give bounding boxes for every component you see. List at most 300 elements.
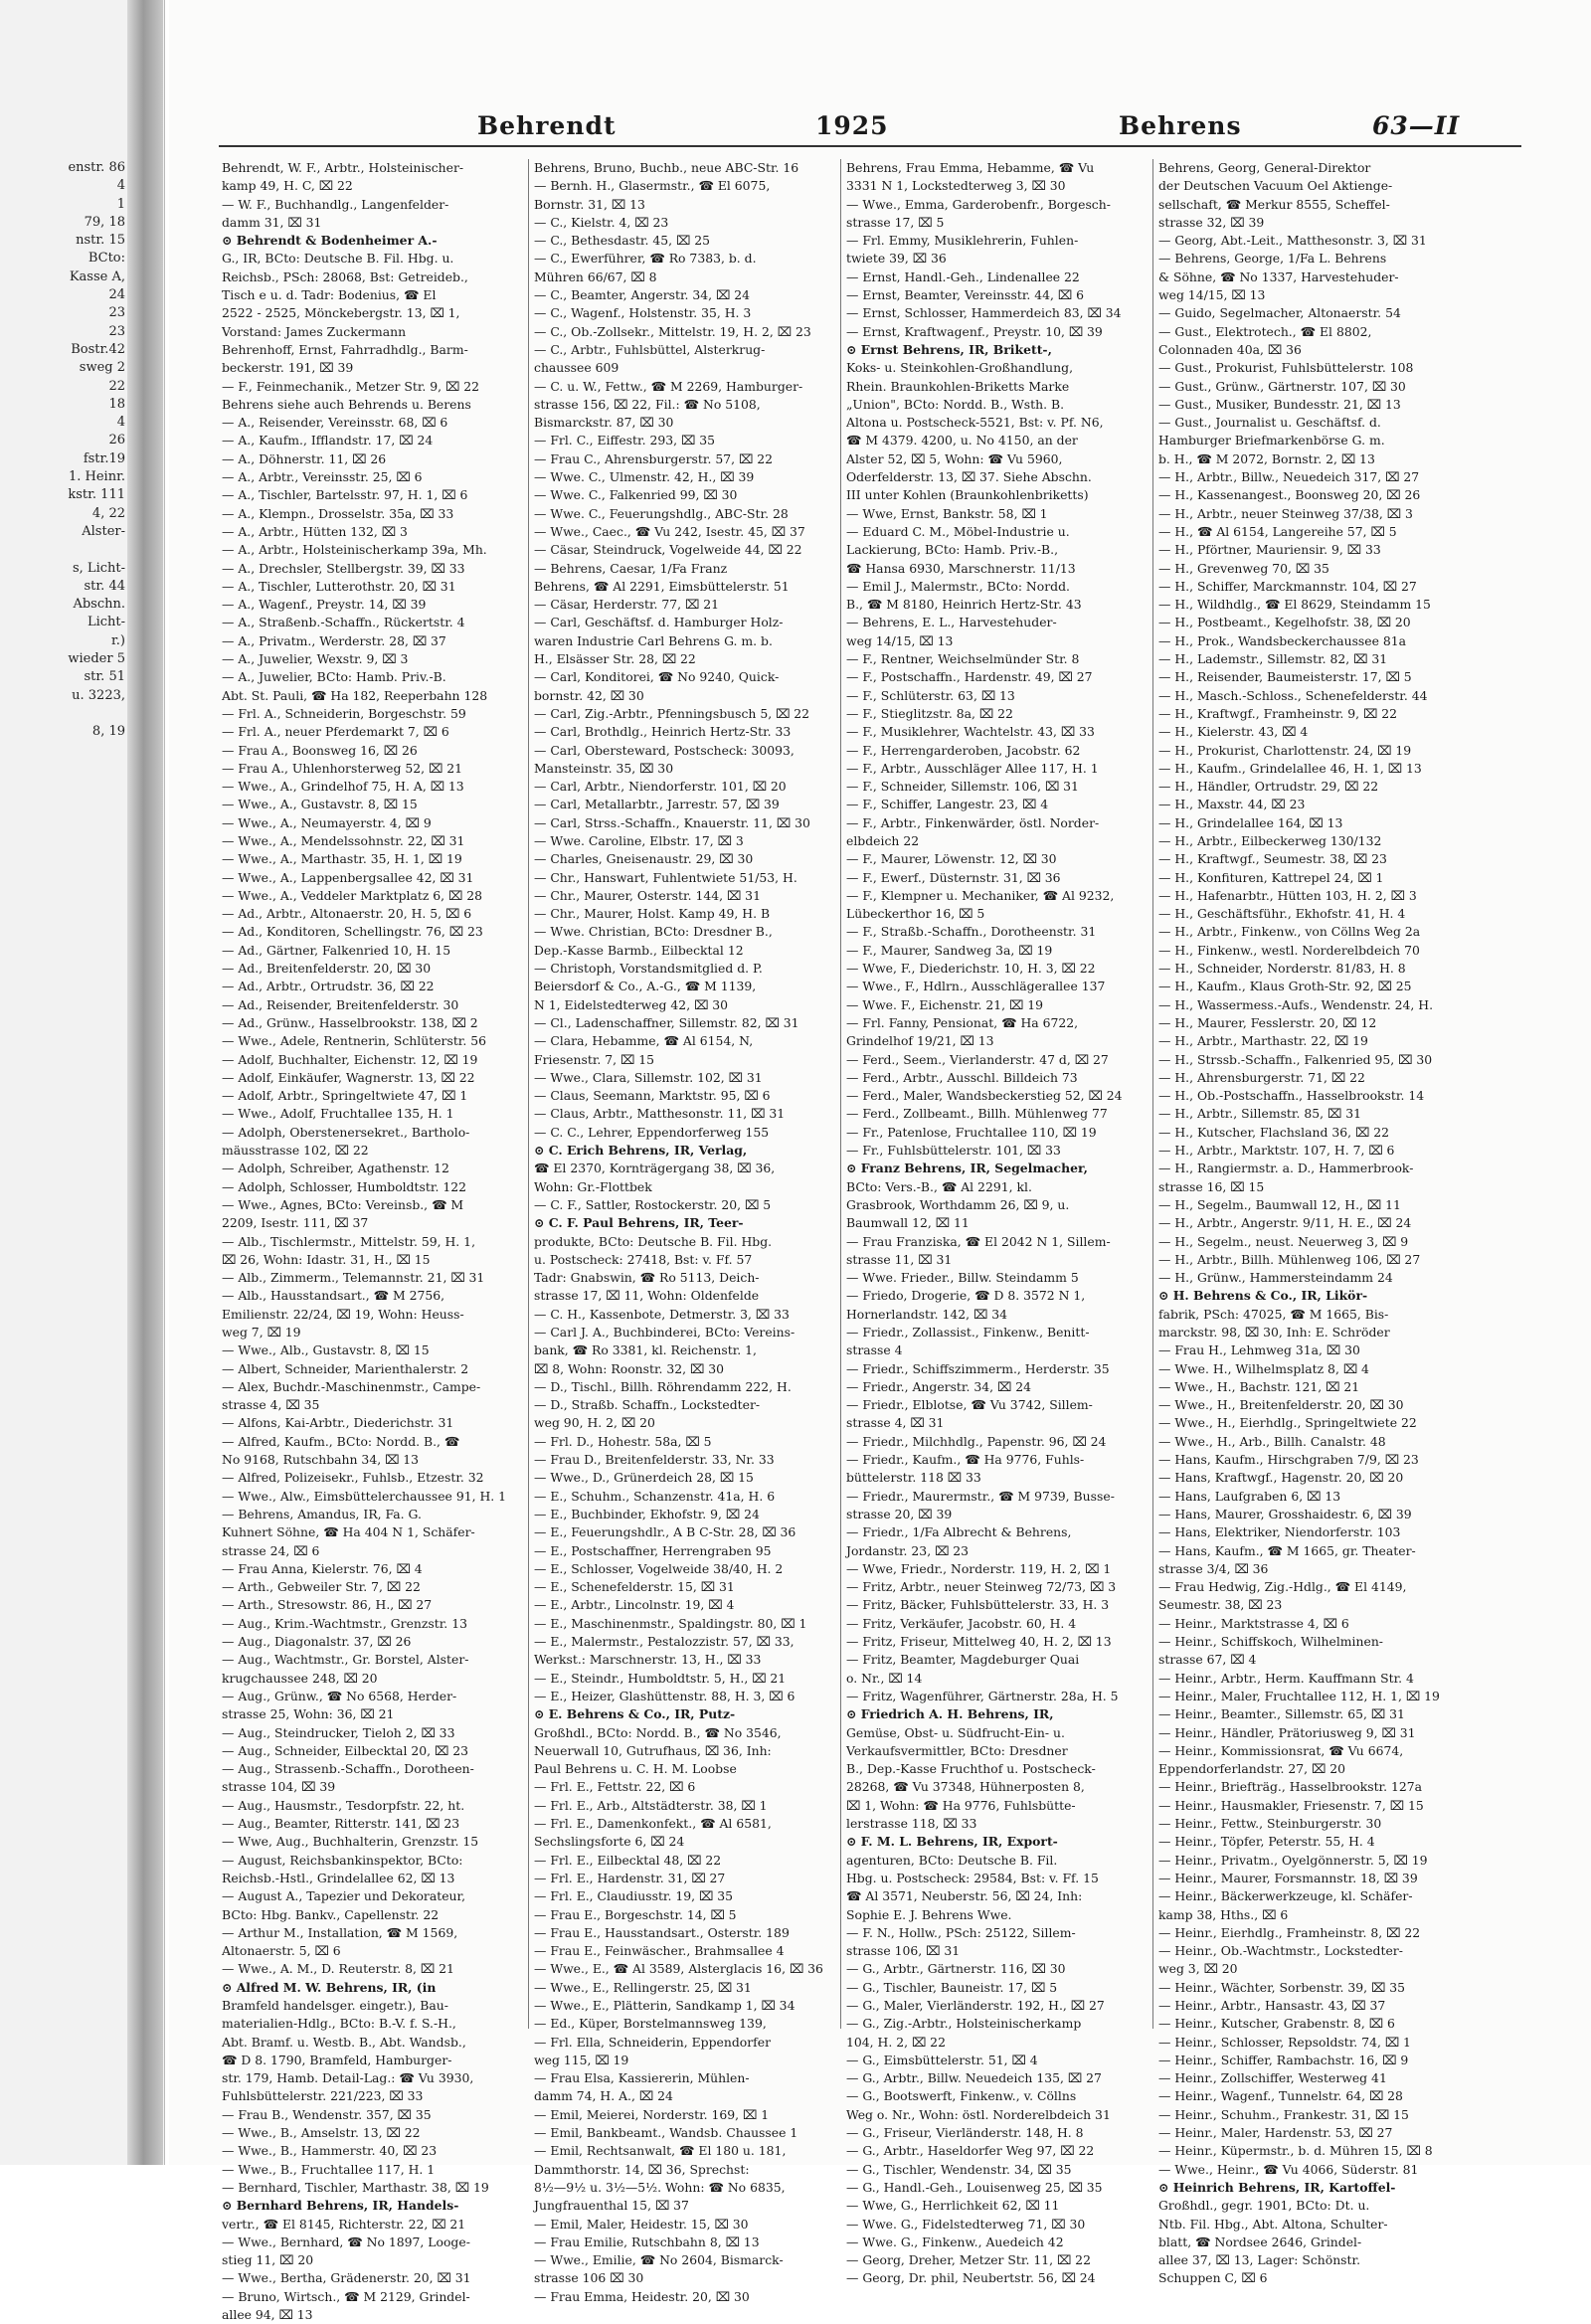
directory-line: Jungfrauenthal 15, ⌧ 37	[534, 2198, 689, 2214]
directory-line: o. Nr., ⌧ 14	[846, 1670, 923, 1686]
directory-line: — H., Grünw., Hammersteindamm 24	[1158, 1270, 1393, 1286]
directory-line: No 9168, Rutschbahn 34, ⌧ 13	[222, 1452, 420, 1468]
directory-line: weg 3, ⌧ 20	[1158, 1961, 1238, 1977]
directory-line: strasse 4, ⌧ 35	[222, 1397, 320, 1413]
directory-line: — Wwe., E., Plätterin, Sandkamp 1, ⌧ 34	[534, 1997, 796, 2013]
directory-line: — F., Feinmechanik., Metzer Str. 9, ⌧ 22	[222, 378, 480, 394]
directory-line: — Behrens, Caesar, 1/Fa Franz	[534, 560, 728, 576]
directory-line: — H., Arbtr., Angerstr. 9/11, H. E., ⌧ 24	[1158, 1215, 1412, 1231]
directory-line: — H., Postbeamt., Kegelhofstr. 38, ⌧ 20	[1158, 615, 1411, 630]
edge-line: Licht-	[87, 615, 125, 630]
directory-line: Abt. St. Pauli, ☎ Ha 182, Reeperbahn 128	[222, 687, 488, 703]
directory-line: — E., Arbtr., Lincolnstr. 19, ⌧ 4	[534, 1597, 735, 1613]
directory-line: ⊙ F. M. L. Behrens, IR, Export-	[846, 1834, 1058, 1850]
directory-line: — Heinr., Arbtr., Herm. Kauffmann Str. 4	[1158, 1670, 1414, 1686]
directory-line: — Ed., Küper, Borstelmannsweg 139,	[534, 2016, 767, 2032]
directory-line: Bornstr. 31, ⌧ 13	[534, 196, 645, 212]
directory-line: strasse 17, ⌧ 11, Wohn: Oldenfelde	[534, 1288, 760, 1304]
directory-line: Neuerwall 10, Gutrufhaus, ⌧ 36, Inh:	[534, 1742, 772, 1758]
directory-line: — Frau E., Feinwäscher., Brahmsallee 4	[534, 1943, 785, 1959]
directory-line: — Adolf, Arbtr., Springeltwiete 47, ⌧ 1	[222, 1088, 468, 1104]
directory-line: — H., Schiffer, Marckmannstr. 104, ⌧ 27	[1158, 578, 1417, 594]
directory-line: Mühren 66/67, ⌧ 8	[534, 268, 657, 284]
directory-line: — Frl. Emmy, Musiklehrerin, Fuhlen-	[846, 233, 1079, 249]
directory-line: — G., Arbtr., Gärtnerstr. 116, ⌧ 30	[846, 1961, 1066, 1977]
edge-line: 4	[116, 415, 125, 431]
directory-line: — Frl. Fanny, Pensionat, ☎ Ha 6722,	[846, 1014, 1079, 1030]
directory-line: — Aug., Hausmstr., Tesdorpfstr. 22, ht.	[222, 1797, 465, 1813]
directory-line: krugchaussee 248, ⌧ 20	[222, 1670, 378, 1686]
directory-line: Großhdl., gegr. 1901, BCto: Dt. u.	[1158, 2198, 1370, 2214]
directory-line: — Gust., Prokurist, Fuhlsbüttelerstr. 108	[1158, 360, 1414, 376]
directory-line: — F., Maurer, Sandweg 3a, ⌧ 19	[846, 942, 1053, 958]
directory-line: Bismarckstr. 87, ⌧ 30	[534, 415, 674, 431]
directory-line: — Frau E., Borgeschstr. 14, ⌧ 5	[534, 1906, 737, 1922]
directory-line: — Frl. E., Damenkonfekt., ☎ Al 6581,	[534, 1816, 772, 1832]
directory-line: — A., Juwelier, Wexstr. 9, ⌧ 3	[222, 651, 409, 667]
directory-line: Reichsb., PSch: 28068, Bst: Getreideb.,	[222, 268, 468, 284]
header-year: 1925	[815, 111, 889, 140]
directory-line: — Friedr., Schiffszimmerm., Herderstr. 35	[846, 1360, 1110, 1376]
directory-line: strasse 11, ⌧ 31	[846, 1251, 953, 1267]
directory-line: Behrendt, W. F., Arbtr., Holsteinischer-	[222, 160, 464, 175]
directory-line: — G., Tischler, Bauneistr. 17, ⌧ 5	[846, 1979, 1058, 1995]
directory-line: — Fr., Patenlose, Fruchtallee 110, ⌧ 19	[846, 1124, 1097, 1140]
directory-line: — H., Kielerstr. 43, ⌧ 4	[1158, 724, 1309, 740]
edge-line: 4	[116, 178, 125, 194]
directory-line: — Ferd., Seem., Vierlanderstr. 47 d, ⌧ 27	[846, 1051, 1109, 1067]
directory-line: — C., Arbtr., Fuhlsbüttel, Alsterkrug-	[534, 341, 766, 357]
directory-line: — H., Lademstr., Sillemstr. 82, ⌧ 31	[1158, 651, 1388, 667]
directory-line: strasse 24, ⌧ 6	[222, 1542, 320, 1558]
directory-line: — Heinr., Schlosser, Repsoldstr. 74, ⌧ 1	[1158, 2034, 1411, 2050]
directory-line: — Georg, Abt.-Leit., Matthesonstr. 3, ⌧ 31	[1158, 233, 1427, 249]
directory-line: — H., Ahrensburgerstr. 71, ⌧ 22	[1158, 1069, 1365, 1085]
directory-line: ⊙ Bernhard Behrens, IR, Handels-	[222, 2198, 459, 2214]
directory-line: — Wwe., Emma, Garderobenfr., Borgesch-	[846, 196, 1111, 212]
directory-line: — F., Arbtr., Finkenwärder, östl. Norder-	[846, 814, 1100, 830]
edge-line: 23	[108, 323, 125, 339]
directory-line: 8½—9½ u. 3½—5½. Wohn: ☎ No 6835,	[534, 2179, 786, 2195]
directory-line: — Friedr., Milchhdlg., Papenstr. 96, ⌧ 24	[846, 1433, 1107, 1449]
directory-line: — Wwe., A., Mendelssohnstr. 22, ⌧ 31	[222, 832, 465, 848]
directory-line: — H., Finkenw., westl. Norderelbdeich 70	[1158, 942, 1420, 958]
directory-line: — Cäsar, Steindruck, Vogelweide 44, ⌧ 22	[534, 542, 802, 558]
directory-line: Kuhnert Söhne, ☎ Ha 404 N 1, Schäfer-	[222, 1524, 475, 1540]
directory-line: — Frau Anna, Kielerstr. 76, ⌧ 4	[222, 1560, 423, 1576]
edge-line: nstr. 15	[76, 233, 125, 249]
directory-line: — Fritz, Bäcker, Fuhlsbüttelerstr. 33, H. 3	[846, 1597, 1110, 1613]
directory-line: — Friedr., Zollassist., Finkenw., Benitt-	[846, 1325, 1090, 1340]
directory-line: — Hans, Kaufm., ☎ M 1665, gr. Theater-	[1158, 1542, 1416, 1558]
directory-line: — C., Beamter, Angerstr. 34, ⌧ 24	[534, 287, 751, 303]
edge-line: wieder 5	[68, 651, 125, 667]
directory-line: — H., Schneider, Norderstr. 81/83, H. 8	[1158, 961, 1406, 977]
directory-line: — Wwe., F., Hdlrn., Ausschlägerallee 137	[846, 979, 1106, 994]
directory-line: — H., Grevenweg 70, ⌧ 35	[1158, 560, 1329, 576]
directory-line: — H., Händler, Ortrudstr. 29, ⌧ 22	[1158, 779, 1379, 795]
directory-line: — Heinr., Hausmakler, Friesenstr. 7, ⌧ 15	[1158, 1797, 1424, 1813]
directory-line: — Frl. A., neuer Pferdemarkt 7, ⌧ 6	[222, 724, 449, 740]
directory-line: weg 90, H. 2, ⌧ 20	[534, 1415, 655, 1431]
column-rule	[840, 159, 841, 2029]
directory-line: — H., Wildhdlg., ☎ El 8629, Steindamm 15	[1158, 597, 1431, 613]
directory-line: weg 14/15, ⌧ 13	[846, 632, 954, 648]
directory-line: strasse 156, ⌧ 22, Fil.: ☎ No 5108,	[534, 396, 761, 412]
directory-line: — Fritz, Wagenführer, Gärtnerstr. 28a, H. 5	[846, 1688, 1119, 1703]
directory-line: — Wwe. H., Wilhelmsplatz 8, ⌧ 4	[1158, 1360, 1369, 1376]
directory-line: — H., Segelm., Baumwall 12, H., ⌧ 11	[1158, 1196, 1401, 1212]
directory-line: Grasbrook, Worthdamm 26, ⌧ 9, u.	[846, 1196, 1070, 1212]
directory-line: — Albert, Schneider, Marienthalerstr. 2	[222, 1360, 469, 1376]
directory-line: — Wwe, Friedr., Norderstr. 119, H. 2, ⌧ 1	[846, 1560, 1112, 1576]
directory-line: — C. u. W., Fettw., ☎ M 2269, Hamburger-	[534, 378, 803, 394]
directory-line: — Frau A., Uhlenhorsterweg 52, ⌧ 21	[222, 760, 463, 776]
directory-line: — Wwe., Clara, Sillemstr. 102, ⌧ 31	[534, 1069, 763, 1085]
directory-line: — Ferd., Arbtr., Ausschl. Billdeich 73	[846, 1069, 1078, 1085]
edge-line: 23	[108, 305, 125, 321]
directory-line: — E., Buchbinder, Ekhofstr. 9, ⌧ 24	[534, 1506, 760, 1521]
directory-line: ⊙ E. Behrens & Co., IR, Putz-	[534, 1706, 736, 1722]
directory-line: — Ferd., Zollbeamt., Billh. Mühlenweg 77	[846, 1106, 1108, 1122]
directory-line: Jordanstr. 23, ⌧ 23	[846, 1542, 970, 1558]
directory-line: — G., Maler, Vierländerstr. 192, H., ⌧ 27	[846, 1997, 1105, 2013]
directory-line: Dammthorstr. 14, ⌧ 36, Sprechst:	[534, 2161, 750, 2177]
directory-line: — Ad., Reisender, Breitenfelderstr. 30	[222, 996, 459, 1012]
directory-line: — Frl. E., Eilbecktal 48, ⌧ 22	[534, 1852, 722, 1868]
directory-line: — H., Maxstr. 44, ⌧ 23	[1158, 797, 1306, 812]
directory-line: Sophie E. J. Behrens Wwe.	[846, 1906, 1012, 1922]
directory-line: — Chr., Maurer, Holst. Kamp 49, H. B	[534, 906, 771, 922]
directory-line: Ntb. Fil. Hbg., Abt. Altona, Schulter-	[1158, 2216, 1388, 2232]
directory-line: materialien-Hdlg., BCto: B.-V. f. S.-H.,	[222, 2016, 456, 2032]
edge-line: 22	[108, 378, 125, 394]
directory-line: ☎ D 8. 1790, Bramfeld, Hamburger-	[222, 2052, 452, 2067]
directory-line: — H., Pförtner, Mauriensir. 9, ⌧ 33	[1158, 542, 1381, 558]
directory-line: — Gust., Grünw., Gärtnerstr. 107, ⌧ 30	[1158, 378, 1406, 394]
directory-line: — Alfred, Polizeisekr., Fuhlsb., Etzestr. 32	[222, 1470, 484, 1486]
directory-line: 104, H. 2, ⌧ 22	[846, 2034, 946, 2050]
directory-line: — A., Drechsler, Stellbergstr. 39, ⌧ 33	[222, 560, 465, 576]
directory-line: — Wwe., Emilie, ☎ No 2604, Bismarck-	[534, 2252, 784, 2268]
header-first-name: Behrendt	[477, 111, 617, 140]
directory-line: — H., Maurer, Fesslerstr. 20, ⌧ 12	[1158, 1014, 1377, 1030]
directory-column-1	[222, 159, 520, 2323]
edge-line: Bostr.42	[71, 341, 125, 357]
directory-line: — Wwe., A., Gustavstr. 8, ⌧ 15	[222, 797, 418, 812]
directory-line: — Adolph, Schlosser, Humboldtstr. 122	[222, 1178, 466, 1194]
directory-line: G., IR, BCto: Deutsche B. Fil. Hbg. u.	[222, 251, 454, 267]
directory-line: ⊙ C. Erich Behrens, IR, Verlag,	[534, 1143, 748, 1159]
directory-line: — Gust., Musiker, Bundesstr. 21, ⌧ 13	[1158, 396, 1401, 412]
directory-line: ⊙ Franz Behrens, IR, Segelmacher,	[846, 1161, 1088, 1176]
directory-line: str. 179, Hamb. Detail-Lag.: ☎ Vu 3930,	[222, 2070, 474, 2086]
running-header	[219, 105, 1521, 147]
directory-line: — Chr., Maurer, Osterstr. 144, ⌧ 31	[534, 887, 761, 903]
directory-line: — Aug., Diagonalstr. 37, ⌧ 26	[222, 1634, 412, 1650]
directory-line: — Eduard C. M., Möbel-Industrie u.	[846, 523, 1070, 539]
directory-line: III unter Kohlen (Braunkohlenbriketts)	[846, 487, 1089, 503]
edge-line: Kasse A,	[69, 268, 125, 284]
directory-line: — Friedo, Drogerie, ☎ D 8. 3572 N 1,	[846, 1288, 1086, 1304]
directory-line: — Cäsar, Herderstr. 77, ⌧ 21	[534, 597, 720, 613]
directory-line: Seumestr. 38, ⌧ 23	[1158, 1597, 1283, 1613]
directory-line: — G., Eimsbüttelerstr. 51, ⌧ 4	[846, 2052, 1038, 2067]
directory-line: — Wwe., H., Arb., Billh. Canalstr. 48	[1158, 1433, 1386, 1449]
directory-line: — Ernst, Schlosser, Hammerdeich 83, ⌧ 34	[846, 305, 1122, 321]
directory-line: — Frau Hedwig, Zig.-Hdlg., ☎ El 4149,	[1158, 1579, 1407, 1595]
directory-line: — Ad., Konditoren, Schellingstr. 76, ⌧ 23	[222, 924, 483, 940]
directory-line: — H., Wassermess.-Aufs., Wendenstr. 24, H.	[1158, 996, 1434, 1012]
directory-line: kamp 38, Hths., ⌧ 6	[1158, 1906, 1289, 1922]
directory-line: — H., Kraftwgf., Framheinstr. 9, ⌧ 22	[1158, 705, 1398, 721]
directory-line: — Wwe. G., Finkenw., Auedeich 42	[846, 2234, 1064, 2249]
directory-line: strasse 4	[846, 1342, 903, 1358]
edge-line: r.)	[111, 632, 125, 648]
directory-line: — Heinr., Bäckerwerkzeuge, kl. Schäfer-	[1158, 1888, 1413, 1904]
directory-line: — Wwe., H., Bachstr. 121, ⌧ 21	[1158, 1378, 1360, 1394]
directory-line: Reichsb.-Hstl., Grindelallee 62, ⌧ 13	[222, 1870, 455, 1885]
directory-line: — Wwe., A., Marthastr. 35, H. 1, ⌧ 19	[222, 851, 462, 867]
directory-line: — Wwe., Bernhard, ☎ No 1897, Looge-	[222, 2234, 470, 2249]
directory-line: — Hans, Laufgraben 6, ⌧ 13	[1158, 1488, 1341, 1504]
directory-line: — Fritz, Friseur, Mittelweg 40, H. 2, ⌧ 13	[846, 1634, 1112, 1650]
directory-line: Hornerlandstr. 142, ⌧ 34	[846, 1306, 1007, 1322]
directory-line: — H., Arbtr., Eilbeckerweg 130/132	[1158, 832, 1382, 848]
directory-line: — H., Arbtr., Sillemstr. 85, ⌧ 31	[1158, 1106, 1361, 1122]
directory-line: — A., Döhnerstr. 11, ⌧ 26	[222, 450, 387, 466]
directory-line: Fuhlsbüttelerstr. 221/223, ⌧ 33	[222, 2088, 424, 2104]
directory-line: — Claus, Arbtr., Matthesonstr. 11, ⌧ 31	[534, 1106, 786, 1122]
directory-line: — Chr., Hanswart, Fuhlentwiete 51/53, H.	[534, 869, 797, 885]
edge-line: u. 3223,	[72, 687, 125, 703]
directory-line: — Behrens, E. L., Harvestehuder-	[846, 615, 1057, 630]
directory-line: fabrik, PSch: 47025, ☎ M 1665, Bis-	[1158, 1306, 1389, 1322]
directory-line: — F., Maurer, Löwenstr. 12, ⌧ 30	[846, 851, 1057, 867]
directory-line: — Frl. E., Hardenstr. 31, ⌧ 27	[534, 1870, 726, 1885]
directory-line: N 1, Eidelstedterweg 42, ⌧ 30	[534, 996, 729, 1012]
directory-line: — Ad., Breitenfelderstr. 20, ⌧ 30	[222, 961, 432, 977]
directory-line: ☎ M 4379. 4200, u. No 4150, an der	[846, 433, 1078, 448]
directory-line: — D., Tischl., Billh. Röhrendamm 222, H.	[534, 1378, 792, 1394]
directory-line: Tisch e u. d. Tadr: Bodenius, ☎ El	[222, 287, 437, 303]
directory-line: blatt, ☎ Nordsee 2646, Grindel-	[1158, 2234, 1362, 2249]
directory-line: damm 74, H. A., ⌧ 24	[534, 2088, 673, 2104]
edge-line: enstr. 86	[68, 160, 125, 175]
directory-line: — Wwe., H., Eierhdlg., Springeltwiete 22	[1158, 1415, 1417, 1431]
directory-line: — H., Masch.-Schloss., Schenefelderstr. 44	[1158, 687, 1428, 703]
directory-line: ⊙ Friedrich A. H. Behrens, IR,	[846, 1706, 1054, 1722]
directory-line: Behrens, Bruno, Buchb., neue ABC-Str. 16	[534, 160, 799, 175]
directory-line: Baumwall 12, ⌧ 11	[846, 1215, 970, 1231]
directory-line: weg 14/15, ⌧ 13	[1158, 287, 1266, 303]
directory-line: ⊙ Heinrich Behrens, IR, Kartoffel-	[1158, 2179, 1396, 2195]
directory-line: — Heinr., Kommissionsrat, ☎ Vu 6674,	[1158, 1742, 1404, 1758]
directory-line: kamp 49, H. C, ⌧ 22	[222, 178, 353, 194]
directory-line: — Friedr., Angerstr. 34, ⌧ 24	[846, 1378, 1031, 1394]
directory-line: Mansteinstr. 35, ⌧ 30	[534, 760, 674, 776]
directory-line: — F., Klempner u. Mechaniker, ☎ Al 9232,	[846, 887, 1115, 903]
column-rule	[528, 159, 529, 2029]
directory-line: — Wwe, Ernst, Bankstr. 58, ⌧ 1	[846, 505, 1048, 521]
directory-line: — Wwe., D., Grünerdeich 28, ⌧ 15	[534, 1470, 754, 1486]
directory-line: — Aug., Wachtmstr., Gr. Borstel, Alster-	[222, 1652, 469, 1668]
directory-line: — Georg, Dreher, Metzer Str. 11, ⌧ 22	[846, 2252, 1091, 2268]
directory-line: Emilienstr. 22/24, ⌧ 19, Wohn: Heuss-	[222, 1306, 464, 1322]
directory-line: elbdeich 22	[846, 832, 920, 848]
directory-line: — E., Schuhm., Schanzenstr. 41a, H. 6	[534, 1488, 776, 1504]
directory-line: — Frau D., Breitenfelderstr. 33, Nr. 33	[534, 1452, 775, 1468]
directory-line: — C. H., Kassenbote, Detmerstr. 3, ⌧ 33	[534, 1306, 790, 1322]
directory-line: — Heinr., Beamter., Sillemstr. 65, ⌧ 31	[1158, 1706, 1405, 1722]
directory-line: — Hans, Elektriker, Niendorferstr. 103	[1158, 1524, 1401, 1540]
directory-line: strasse 106 ⌧ 30	[534, 2270, 644, 2286]
edge-line: 24	[108, 287, 125, 303]
directory-line: — August A., Tapezier und Dekorateur,	[222, 1888, 466, 1904]
directory-line: — H., Arbtr., Marthastr. 22, ⌧ 19	[1158, 1033, 1368, 1049]
directory-line: — Hans, Kraftwgf., Hagenstr. 20, ⌧ 20	[1158, 1470, 1404, 1486]
directory-line: — Wwe., A., Lappenbergsallee 42, ⌧ 31	[222, 869, 474, 885]
directory-line: — Guido, Segelmacher, Altonaerstr. 54	[1158, 305, 1401, 321]
directory-line: — C. C., Lehrer, Eppendorferweg 155	[534, 1124, 770, 1140]
directory-line: — Charles, Gneisenaustr. 29, ⌧ 30	[534, 851, 754, 867]
directory-line: — Wwe, G., Herrlichkeit 62, ⌧ 11	[846, 2198, 1060, 2214]
directory-line: — Carl, Zig.-Arbtr., Pfenningsbusch 5, ⌧ 22	[534, 705, 810, 721]
directory-line: — Wwe., B., Hammerstr. 40, ⌧ 23	[222, 2143, 438, 2159]
directory-line: bornstr. 42, ⌧ 30	[534, 687, 644, 703]
directory-line: Rhein. Braunkohlen-Briketts Marke	[846, 378, 1070, 394]
edge-line: sweg 2	[79, 360, 125, 376]
directory-line: — Wwe., E., ☎ Al 3589, Alsterglacis 16, ⌧ 36	[534, 1961, 823, 1977]
directory-line: BCto: Vers.-B., ☎ Al 2291, kl.	[846, 1178, 1032, 1194]
directory-line: ⌧ 1, Wohn: ☎ Ha 9776, Fuhlsbütte-	[846, 1797, 1076, 1813]
directory-line: chaussee 609	[534, 360, 619, 376]
directory-line: — H., Kaufm., Grindelallee 46, H. 1, ⌧ 13	[1158, 760, 1422, 776]
directory-line: — A., Tischler, Lutterothstr. 20, ⌧ 31	[222, 578, 456, 594]
directory-line: b. H., ☎ M 2072, Bornstr. 2, ⌧ 13	[1158, 450, 1375, 466]
directory-line: — Wwe., A., Neumayerstr. 4, ⌧ 9	[222, 814, 432, 830]
directory-line: — Fritz, Verkäufer, Jacobstr. 60, H. 4	[846, 1615, 1077, 1631]
directory-line: Bramfeld handelsger. eingetr.), Bau-	[222, 1997, 448, 2013]
directory-line: — Emil, Meierei, Norderstr. 169, ⌧ 1	[534, 2106, 770, 2122]
directory-line: — Wwe. Frieder., Billw. Steindamm 5	[846, 1270, 1079, 1286]
previous-page-edge-text	[0, 159, 125, 742]
directory-line: Altona u. Postscheck-5521, Bst: v. Pf. N6,	[846, 415, 1104, 431]
directory-line: — Heinr., Wagenf., Tunnelstr. 64, ⌧ 28	[1158, 2088, 1403, 2104]
directory-line: — Friedr., Elblotse, ☎ Vu 3742, Sillem-	[846, 1397, 1093, 1413]
directory-line: Lübeckerthor 16, ⌧ 5	[846, 906, 985, 922]
directory-line: strasse 3/4, ⌧ 36	[1158, 1560, 1269, 1576]
directory-line: — E., Feuerungshdlr., A B C-Str. 28, ⌧ 36	[534, 1524, 796, 1540]
edge-line: 1	[116, 196, 125, 212]
directory-line: — W. F., Buchhandlg., Langenfelder-	[222, 196, 449, 212]
directory-line: — Heinr., Schiffer, Rambachstr. 16, ⌧ 9	[1158, 2052, 1409, 2067]
directory-line: — A., Arbtr., Holsteinischerkamp 39a, Mh.	[222, 542, 487, 558]
directory-line: & Söhne, ☎ No 1337, Harvestehuder-	[1158, 268, 1399, 284]
directory-line: — Wwe. F., Eichenstr. 21, ⌧ 19	[846, 996, 1044, 1012]
directory-line: allee 94, ⌧ 13	[222, 2307, 313, 2323]
directory-line: — A., Arbtr., Vereinsstr. 25, ⌧ 6	[222, 469, 423, 485]
directory-line: lerstrasse 118, ⌧ 33	[846, 1816, 977, 1832]
directory-line: — F., Rentner, Weichselmünder Str. 8	[846, 651, 1080, 667]
directory-line: — Emil, Maler, Heidestr. 15, ⌧ 30	[534, 2216, 749, 2232]
directory-line: — Heinr., Ob.-Wachtmstr., Lockstedter-	[1158, 1943, 1403, 1959]
directory-line: weg 7, ⌧ 19	[222, 1325, 301, 1340]
directory-line: — Heinr., Zollschiffer, Westerweg 41	[1158, 2070, 1387, 2086]
directory-line: — Friedr., Maurermstr., ☎ M 9739, Busse-	[846, 1488, 1115, 1504]
directory-line: stieg 11, ⌧ 20	[222, 2252, 314, 2268]
directory-line: — Frau Emilie, Rutschbahn 8, ⌧ 13	[534, 2234, 760, 2249]
page-number: 63—II	[1372, 111, 1461, 140]
directory-line: — Wwe., Adele, Rentnerin, Schlüterstr. 56	[222, 1033, 487, 1049]
directory-line: — H., Hafenarbtr., Hütten 103, H. 2, ⌧ 3	[1158, 887, 1417, 903]
directory-line: — Frl. D., Hohestr. 58a, ⌧ 5	[534, 1433, 712, 1449]
directory-line: — Ferd., Maler, Wandsbeckerstieg 52, ⌧ 24	[846, 1088, 1123, 1104]
directory-line: — Hans, Kaufm., Hirschgraben 7/9, ⌧ 23	[1158, 1452, 1419, 1468]
directory-line: Hamburger Briefmarkenbörse G. m.	[1158, 433, 1385, 448]
directory-line: Abt. Bramf. u. Westb. B., Abt. Wandsb.,	[222, 2034, 466, 2050]
directory-line: — H., Kassenangest., Boonsweg 20, ⌧ 26	[1158, 487, 1421, 503]
directory-line: — Wwe, Aug., Buchhalterin, Grenzstr. 15	[222, 1834, 479, 1850]
directory-line: — G., Bootswerft, Finkenw., v. Cöllns	[846, 2088, 1077, 2104]
directory-line: — F., Postschaffn., Hardenstr. 49, ⌧ 27	[846, 669, 1093, 685]
directory-line: — Georg, Dr. phil, Neubertstr. 56, ⌧ 24	[846, 2270, 1096, 2286]
directory-line: — F., Musiklehrer, Wachtelstr. 43, ⌧ 33	[846, 724, 1095, 740]
directory-line: Verkaufsvermittler, BCto: Dresdner	[846, 1742, 1068, 1758]
directory-line: — Claus, Seemann, Marktstr. 95, ⌧ 6	[534, 1088, 771, 1104]
directory-line: — Wwe., H., Breitenfelderstr. 20, ⌧ 30	[1158, 1397, 1404, 1413]
directory-line: der Deutschen Vacuum Oel Aktienge-	[1158, 178, 1393, 194]
directory-line: strasse 4, ⌧ 31	[846, 1415, 945, 1431]
directory-line: — H., Arbtr., neuer Steinweg 37/38, ⌧ 3	[1158, 505, 1413, 521]
directory-line: — H., Geschäftsführ., Ekhofstr. 41, H. 4	[1158, 906, 1406, 922]
directory-line: strasse 17, ⌧ 5	[846, 214, 945, 230]
directory-line: — Heinr., Küpermstr., b. d. Mühren 15, ⌧ 8	[1158, 2143, 1433, 2159]
directory-line: — Behrens, George, 1/Fa L. Behrens	[1158, 251, 1387, 267]
directory-line: strasse 32, ⌧ 39	[1158, 214, 1265, 230]
directory-line: — Christoph, Vorstandsmitglied d. P.	[534, 961, 763, 977]
directory-line: — Heinr., Maler, Fruchtallee 112, H. 1, ⌧ 19	[1158, 1688, 1440, 1703]
directory-line: — Heinr., Schuhm., Frankestr. 31, ⌧ 15	[1158, 2106, 1409, 2122]
directory-line: Weg o. Nr., Wohn: östl. Norderelbdeich 31	[846, 2106, 1111, 2122]
directory-line: — Wwe. G., Fidelstedterweg 71, ⌧ 30	[846, 2216, 1086, 2232]
edge-line: str. 44	[84, 578, 125, 594]
directory-line: strasse 16, ⌧ 15	[1158, 1178, 1265, 1194]
directory-line: — Wwe., Adolf, Fruchtallee 135, H. 1	[222, 1106, 454, 1122]
directory-line: — Gust., Elektrotech., ☎ El 8802,	[1158, 323, 1372, 339]
directory-line: — H., ☎ Al 6154, Langereihe 57, ⌧ 5	[1158, 523, 1397, 539]
edge-line: Abschn.	[73, 597, 125, 613]
directory-line: — Ernst, Handl.-Geh., Lindenallee 22	[846, 268, 1080, 284]
directory-line: — Heinr., Händler, Prätoriusweg 9, ⌧ 31	[1158, 1724, 1416, 1740]
directory-line: — D., Straßb. Schaffn., Lockstedter-	[534, 1397, 761, 1413]
directory-line: — F. N., Hollw., PSch: 25122, Sillem-	[846, 1924, 1076, 1940]
directory-line: — F., Herrengarderoben, Jacobstr. 62	[846, 742, 1081, 758]
directory-line: — G., Friseur, Vierländerstr. 148, H. 8	[846, 2125, 1084, 2141]
directory-line: — Ad., Grünw., Hasselbrookstr. 138, ⌧ 2	[222, 1014, 478, 1030]
directory-line: — Carl, Arbtr., Niendorferstr. 101, ⌧ 20	[534, 779, 787, 795]
directory-line: — F., Straßb.-Schaffn., Dorotheenstr. 31	[846, 924, 1097, 940]
directory-line: Altonaerstr. 5, ⌧ 6	[222, 1943, 341, 1959]
directory-line: Wohn: Gr.-Flottbek	[534, 1178, 652, 1194]
directory-line: — A., Klempn., Drosselstr. 35a, ⌧ 33	[222, 505, 454, 521]
directory-line: Behrens, ☎ Al 2291, Eimsbüttelerstr. 51	[534, 578, 790, 594]
directory-line: strasse 106, ⌧ 31	[846, 1943, 961, 1959]
directory-line: — Frl. A., Schneiderin, Borgeschstr. 59	[222, 705, 466, 721]
directory-line: — Wwe. Christian, BCto: Dresdner B.,	[534, 924, 773, 940]
directory-line: — Arth., Stresowstr. 86, H., ⌧ 27	[222, 1597, 433, 1613]
directory-line: — Aug., Steindrucker, Tieloh 2, ⌧ 33	[222, 1724, 455, 1740]
